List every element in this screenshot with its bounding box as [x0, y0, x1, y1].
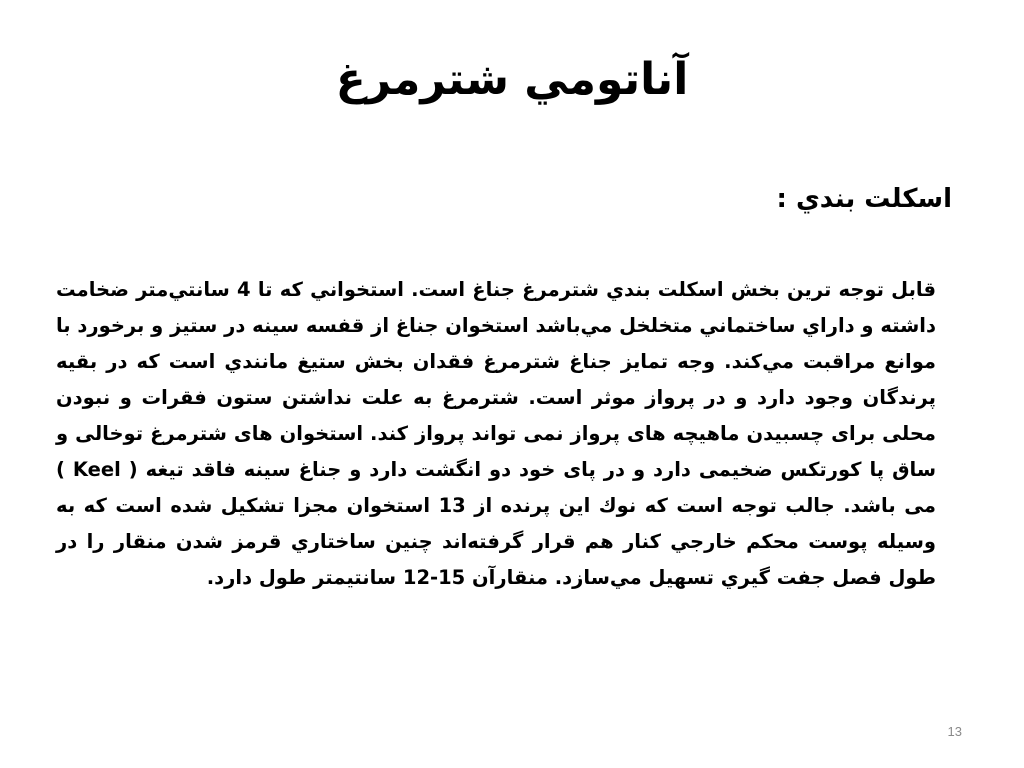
page-number: 13 [947, 724, 962, 739]
section-heading: اسكلت بندي : [776, 184, 952, 214]
slide-title: آناتومي شترمرغ [335, 54, 689, 105]
body-paragraph: قابل توجه ترين بخش اسكلت بندي شترمرغ جناغ است. استخواني كه تا 4 سانتي‌متر ضخامت داشته و داراي ساختماني متخلخل مي‌باشد استخوان جناغ از قفسه سينه در ستيز و برخورد با موانع مراقبت مي‌كند. وجه تمايز جناغ شترمرغ فقدان بخش ستيغ مانندي است كه در بقيه پرندگان وجود دارد و در پرواز موثر است. شترمرغ به علت نداشتن ستون فقرات و نبودن محلی برای چسبیدن ماهیچه های پرواز نمی تواند پرواز کند. استخوان های شترمرغ توخالی و ساق پا کورتکس ضخیمی دارد و در پای خود دو انگشت دارد و جناغ سینه فاقد تیغه ( Keel ) می باشد. جالب توجه است كه نوك اين پرنده از 13 استخوان مجزا تشكيل شده است كه به وسيله پوست محكم خارجي كنار هم قرار گرفته‌اند چنين ساختاري قرمز شدن منقار را در طول فصل جفت گيري تسهيل مي‌سازد. منقارآن 15-12 سانتيمتر طول دارد. [55, 278, 937, 589]
